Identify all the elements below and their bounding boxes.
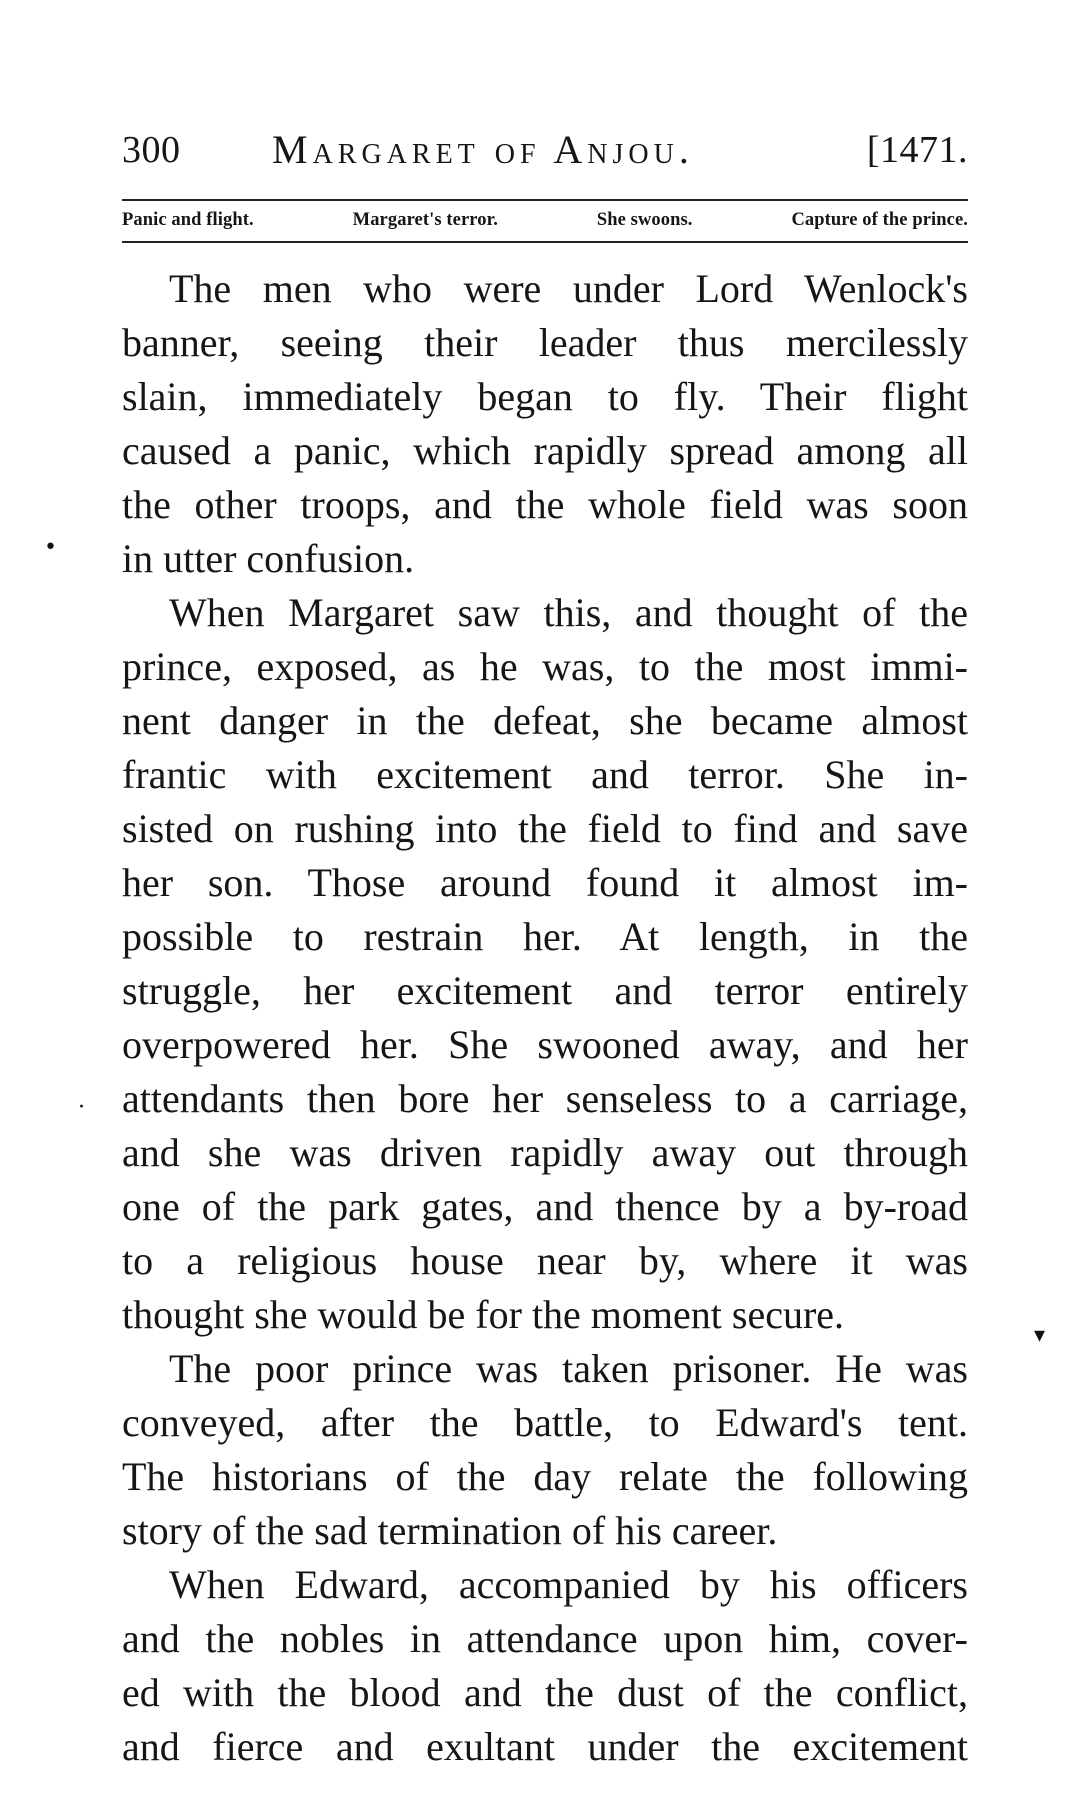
text-line: and the nobles in attendance upon him, cover- <box>122 1616 968 1661</box>
text-line: story of the sad termination of his career. <box>122 1508 778 1553</box>
text-line: The historians of the day relate the following <box>122 1454 968 1499</box>
text-line: When Edward, accompanied by his officers <box>169 1562 968 1607</box>
header-bottom-rule <box>122 241 968 243</box>
text-line: her son. Those around found it almost im- <box>122 860 968 905</box>
paragraph-wenlock <box>122 262 968 586</box>
text-line: attendants then bore her senseless to a carriage, <box>122 1076 968 1121</box>
paragraph-margaret <box>122 586 968 1342</box>
text-line: nent danger in the defeat, she became almost <box>122 698 968 743</box>
text-line: When Margaret saw this, and thought of the <box>169 590 968 635</box>
text-line: The poor prince was taken prisoner. He was <box>169 1346 968 1391</box>
text-line: overpowered her. She swooned away, and her <box>122 1022 968 1067</box>
page-body <box>122 262 968 1774</box>
subhead-she-swoons: She swoons. <box>596 209 693 230</box>
text-line: frantic with excitement and terror. She in- <box>122 752 968 797</box>
paragraph-prince <box>122 1342 968 1558</box>
text-line: banner, seeing their leader thus mercilessly <box>122 320 968 365</box>
text-line: and fierce and exultant under the excitement <box>122 1724 968 1769</box>
page-number: 300 <box>122 129 181 171</box>
header-top-rule <box>122 199 968 201</box>
text-line: slain, immediately began to fly. Their flight <box>122 374 968 419</box>
running-title: Margaret of Anjou. <box>272 127 694 172</box>
running-header <box>122 128 968 172</box>
subhead-margarets-terror: Margaret's terror. <box>352 209 498 230</box>
text-line: sisted on rushing into the field to find and save <box>122 806 968 851</box>
header-year: [1471. <box>866 129 968 171</box>
subhead-capture-of-prince: Capture of the prince. <box>791 209 968 230</box>
text-line: The men who were under Lord Wenlock's <box>169 266 968 311</box>
margin-speck: · <box>78 1095 85 1120</box>
text-line: possible to restrain her. At length, in the <box>122 914 968 959</box>
text-line: caused a panic, which rapidly spread among all <box>122 428 968 473</box>
margin-speck: • <box>44 535 57 560</box>
text-line: and she was driven rapidly away out through <box>122 1130 968 1175</box>
text-line: conveyed, after the battle, to Edward's tent. <box>122 1400 968 1445</box>
subhead-panic-flight: Panic and flight. <box>122 209 254 230</box>
paragraph-edward <box>122 1558 968 1774</box>
text-line: the other troops, and the whole field was soon <box>122 482 968 527</box>
text-line: ed with the blood and the dust of the conflict, <box>122 1670 968 1715</box>
text-line: prince, exposed, as he was, to the most immi- <box>122 644 968 689</box>
text-line: thought she would be for the moment secure. <box>122 1292 845 1337</box>
margin-speck: ▾ <box>1034 1323 1046 1348</box>
text-line: to a religious house near by, where it was <box>122 1238 968 1283</box>
text-line: struggle, her excitement and terror entirely <box>122 968 968 1013</box>
text-line: one of the park gates, and thence by a by-road <box>122 1184 968 1229</box>
topic-subheads <box>122 205 968 235</box>
text-line: in utter confusion. <box>122 536 415 581</box>
